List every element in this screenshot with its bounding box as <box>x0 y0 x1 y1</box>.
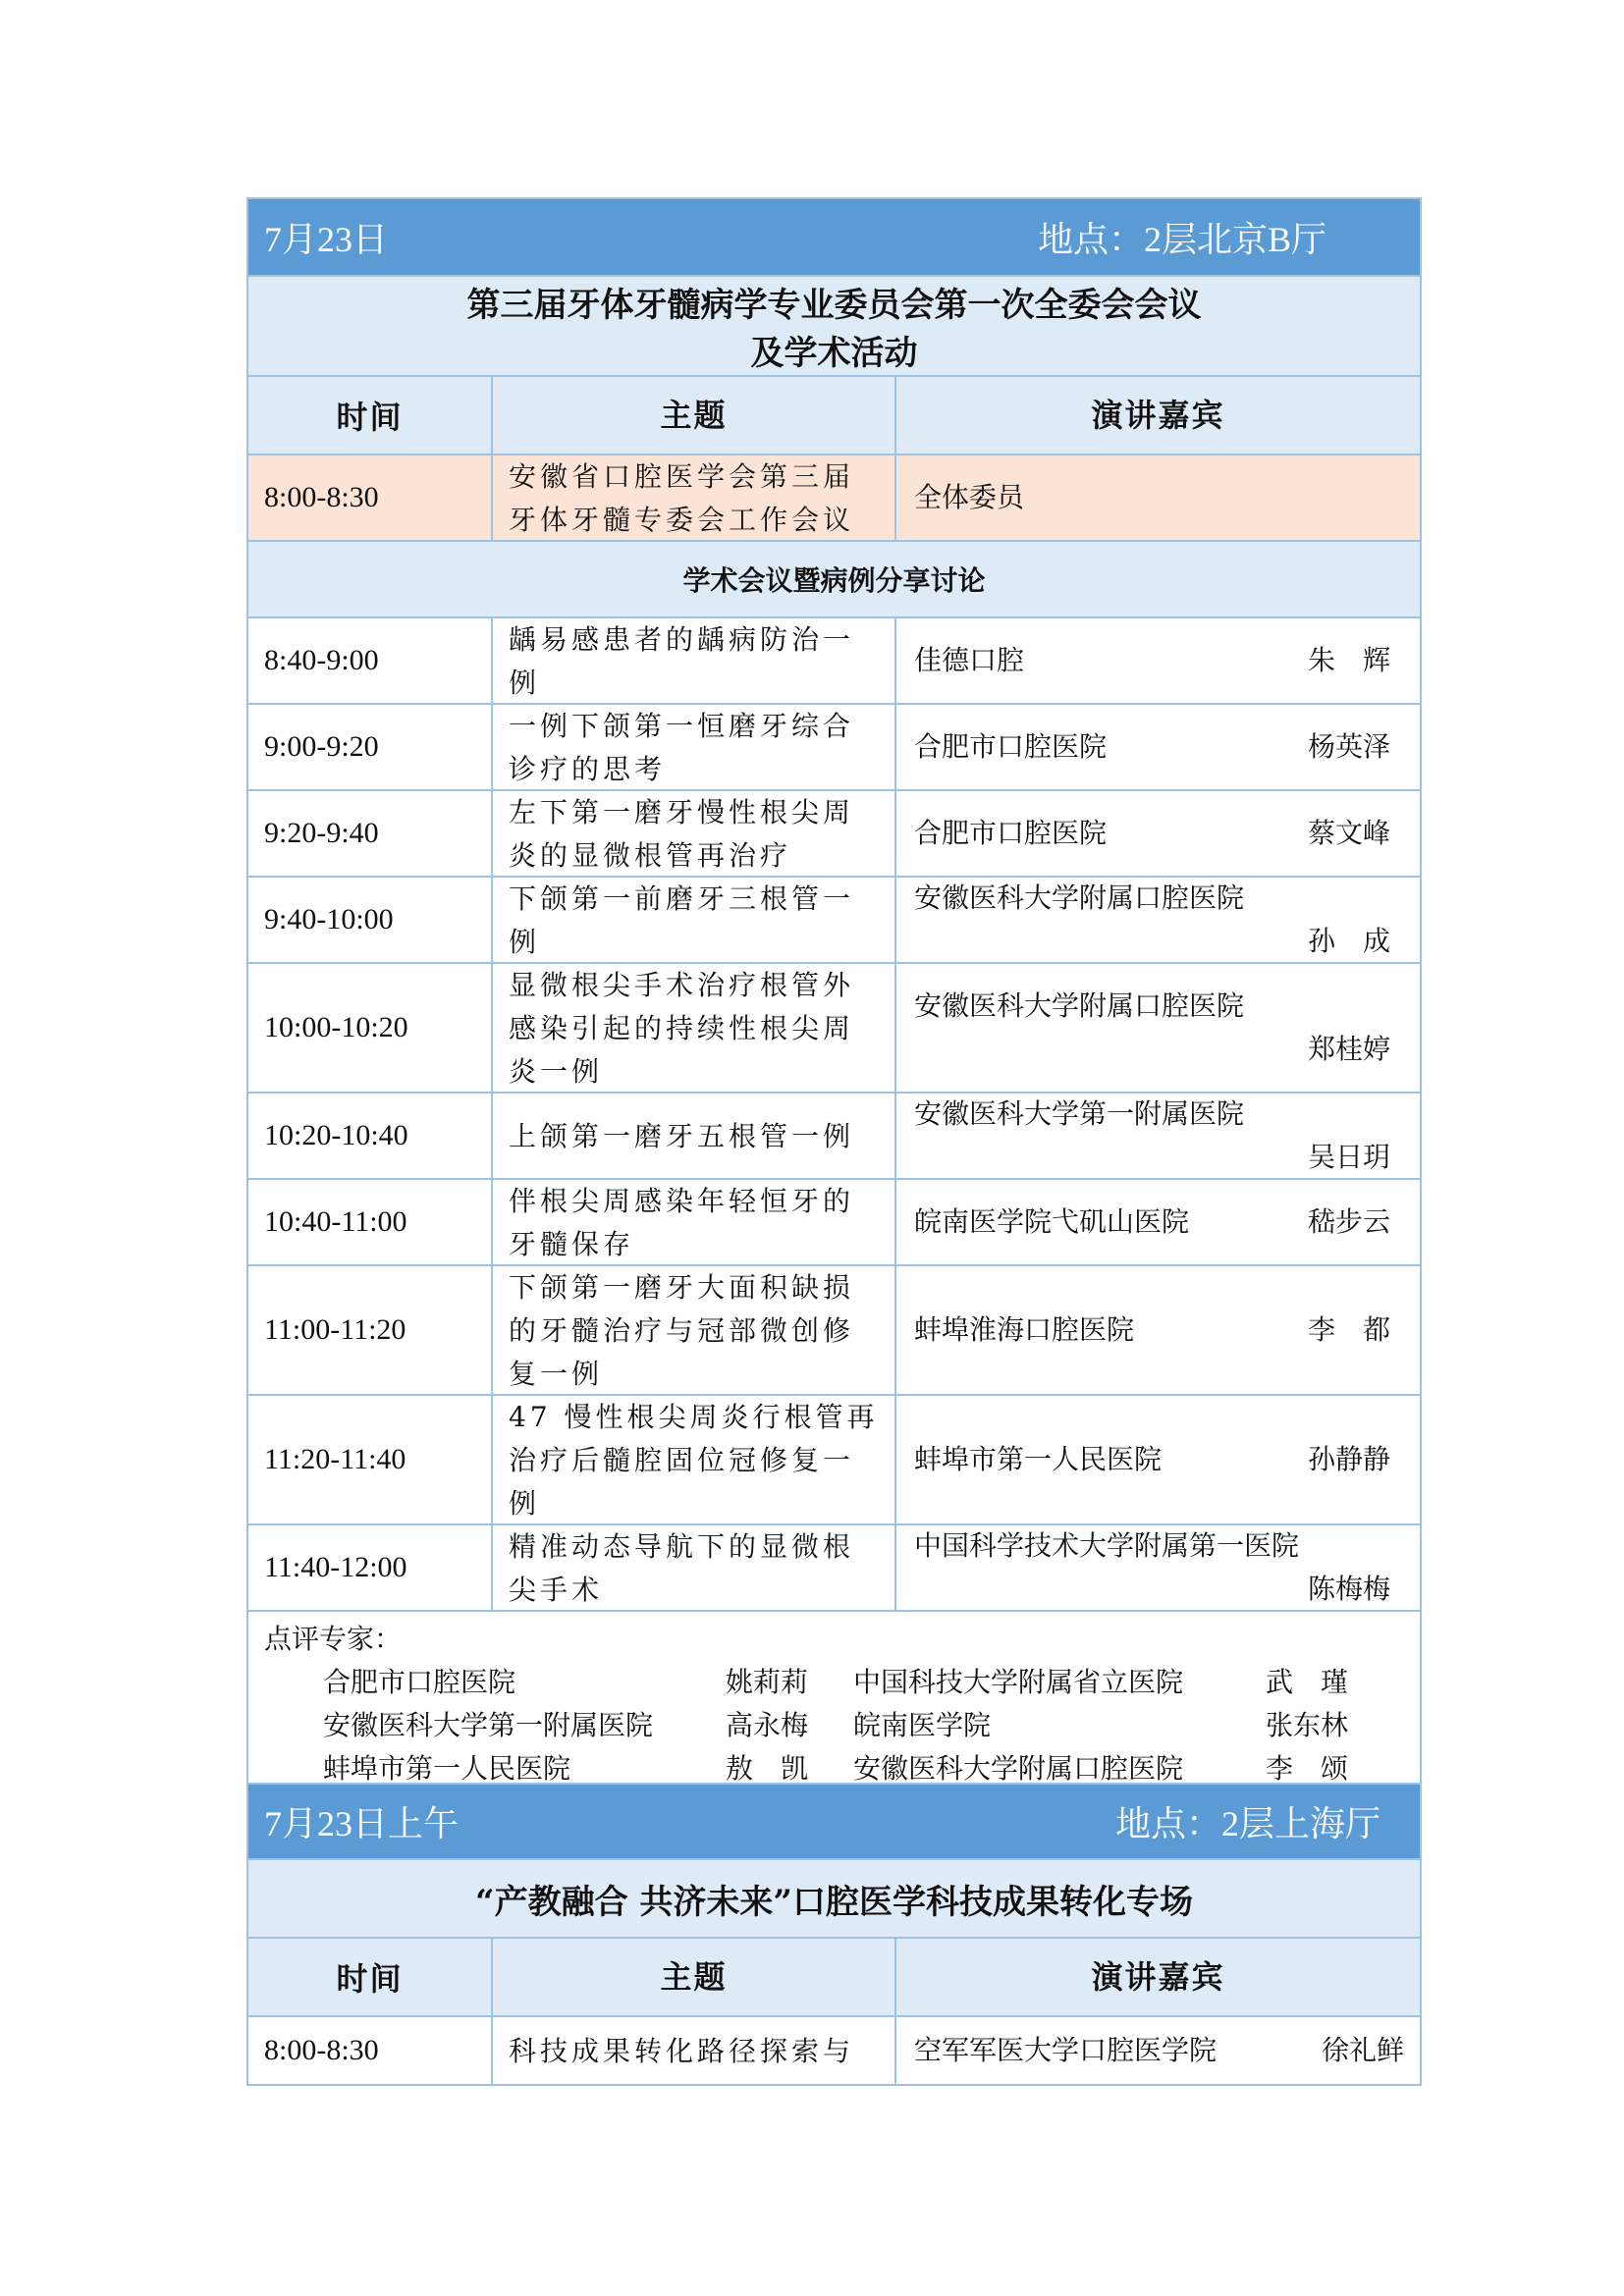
session-location: 地点：2层北京B厅 <box>1037 220 1326 259</box>
speaker-org: 中国科学技术大学附属第一医院 <box>914 1529 1300 1562</box>
table-row <box>248 1523 1420 1610</box>
speaker-name: 郑桂婷 <box>1307 1033 1390 1065</box>
session-title-line2: 及学术活动 <box>750 334 918 373</box>
row-time: 10:40-11:00 <box>248 1180 493 1264</box>
table-header <box>248 375 1420 454</box>
header-time: 时间 <box>248 377 493 454</box>
header-topic: 主题 <box>493 1939 896 2015</box>
row-time: 8:00-8:30 <box>248 455 493 540</box>
row-time: 11:00-11:20 <box>248 1266 493 1394</box>
table-row <box>248 2015 1420 2084</box>
reviewer-org: 安徽医科大学第一附属医院 <box>323 1709 654 1741</box>
speaker-org: 合肥市口腔医院 <box>914 817 1108 849</box>
row-topic: 下颌第一前磨牙三根管一例 <box>493 878 896 962</box>
session-date: 7月23日上午 <box>264 1804 460 1843</box>
row-time: 8:40-9:00 <box>248 618 493 703</box>
row-topic: 伴根尖周感染年轻恒牙的牙髓保存 <box>493 1180 896 1264</box>
session-band <box>248 1783 1420 1858</box>
reviewers-label: 点评专家： <box>264 1623 403 1655</box>
row-speaker <box>896 1180 1420 1264</box>
row-speaker <box>896 878 1420 962</box>
table-row <box>248 616 1420 703</box>
speaker-name: 孙 成 <box>1307 925 1390 957</box>
row-time: 8:00-8:30 <box>248 2017 493 2084</box>
row-topic: 精准动态导航下的显微根尖手术 <box>493 1525 896 1610</box>
row-topic: 科技成果转化路径探索与 <box>493 2017 896 2084</box>
row-speaker <box>896 2017 1420 2084</box>
row-speaker <box>896 964 1420 1092</box>
row-topic: 下颌第一磨牙大面积缺损的牙髓治疗与冠部微创修复一例 <box>493 1266 896 1394</box>
speaker-org: 蚌埠市第一人民医院 <box>914 1443 1163 1475</box>
speaker-name: 吴日玥 <box>1307 1141 1390 1173</box>
table-row <box>248 1394 1420 1523</box>
speaker-org: 安徽医科大学附属口腔医院 <box>914 989 1245 1022</box>
speaker-org: 安徽医科大学附属口腔医院 <box>914 881 1245 914</box>
row-topic: 龋易感患者的龋病防治一例 <box>493 618 896 703</box>
row-topic: 47 慢性根尖周炎行根管再治疗后髓腔固位冠修复一例 <box>493 1396 896 1523</box>
reviewer-name: 姚莉莉 <box>726 1666 809 1698</box>
row-speaker <box>896 618 1420 703</box>
reviewers-list <box>264 1661 1404 1790</box>
row-speaker <box>896 455 1420 540</box>
session-title <box>248 275 1420 375</box>
row-speaker <box>896 1525 1420 1610</box>
reviewer-org: 中国科技大学附属省立医院 <box>853 1666 1184 1698</box>
row-time: 9:40-10:00 <box>248 878 493 962</box>
table-row <box>248 789 1420 876</box>
reviewer-name: 李 颂 <box>1266 1752 1349 1785</box>
row-speaker <box>896 1266 1420 1394</box>
speaker-org: 蚌埠淮海口腔医院 <box>914 1313 1135 1346</box>
row-time: 11:40-12:00 <box>248 1525 493 1610</box>
session-location: 地点：2层上海厅 <box>1114 1804 1380 1843</box>
row-topic: 左下第一磨牙慢性根尖周炎的显微根管再治疗 <box>493 791 896 876</box>
row-time: 10:20-10:40 <box>248 1094 493 1178</box>
row-topic: 一例下颌第一恒磨牙综合诊疗的思考 <box>493 705 896 789</box>
reviewer-name: 高永梅 <box>726 1709 809 1741</box>
header-topic: 主题 <box>493 377 896 454</box>
reviewer-org: 安徽医科大学附属口腔医院 <box>853 1752 1184 1785</box>
speaker-name: 朱 辉 <box>1307 644 1390 676</box>
row-speaker <box>896 1094 1420 1178</box>
table-row <box>248 1264 1420 1394</box>
speaker-name: 孙静静 <box>1307 1443 1390 1475</box>
speaker-org: 皖南医学院弋矶山医院 <box>914 1205 1190 1238</box>
row-time: 9:20-9:40 <box>248 791 493 876</box>
table-row <box>248 962 1420 1092</box>
row-speaker <box>896 1396 1420 1523</box>
reviewer-org: 蚌埠市第一人民医院 <box>323 1752 571 1785</box>
speaker-org: 安徽医科大学第一附属医院 <box>914 1097 1245 1130</box>
table-row <box>248 703 1420 789</box>
speaker-org: 佳德口腔 <box>914 644 1025 676</box>
speaker-org: 空军军医大学口腔医学院 <box>914 2034 1218 2066</box>
header-speaker: 演讲嘉宾 <box>896 1939 1420 2015</box>
session-band <box>248 199 1420 275</box>
row-topic: 安徽省口腔医学会第三届牙体牙髓专委会工作会议 <box>493 455 896 540</box>
schedule-table <box>246 197 1422 2086</box>
row-speaker <box>896 791 1420 876</box>
table-row <box>248 876 1420 962</box>
session-title <box>248 1858 1420 1937</box>
speaker-org: 合肥市口腔医院 <box>914 730 1108 763</box>
session-title-line1: “产教融合 共济未来”口腔医学科技成果转化专场 <box>475 1882 1193 1922</box>
speaker-name: 嵇步云 <box>1307 1205 1390 1238</box>
speaker-name: 蔡文峰 <box>1307 817 1390 849</box>
table-row <box>248 1092 1420 1178</box>
row-topic: 显微根尖手术治疗根管外感染引起的持续性根尖周炎一例 <box>493 964 896 1092</box>
reviewer-org: 皖南医学院 <box>853 1709 992 1741</box>
speaker-name: 杨英泽 <box>1307 730 1390 763</box>
reviewer-name: 敖 凯 <box>726 1752 809 1785</box>
reviewers-section <box>248 1610 1420 1783</box>
table-row <box>248 1178 1420 1264</box>
row-speaker <box>896 705 1420 789</box>
table-row-opening <box>248 454 1420 540</box>
row-time: 11:20-11:40 <box>248 1396 493 1523</box>
speaker-name: 李 都 <box>1307 1313 1390 1346</box>
row-time: 10:00-10:20 <box>248 964 493 1092</box>
speaker-org: 全体委员 <box>914 481 1025 513</box>
session-title-line1: 第三届牙体牙髓病学专业委员会第一次全委会会议 <box>466 286 1202 325</box>
table-header <box>248 1937 1420 2015</box>
header-speaker: 演讲嘉宾 <box>896 377 1420 454</box>
session-date: 7月23日 <box>264 220 389 259</box>
subheading: 学术会议暨病例分享讨论 <box>248 540 1420 616</box>
speaker-name: 徐礼鲜 <box>1321 2034 1404 2066</box>
row-time: 9:00-9:20 <box>248 705 493 789</box>
row-topic: 上颌第一磨牙五根管一例 <box>493 1094 896 1178</box>
speaker-name: 陈梅梅 <box>1307 1573 1390 1605</box>
header-time: 时间 <box>248 1939 493 2015</box>
reviewer-name: 武 瑾 <box>1266 1666 1349 1698</box>
reviewer-org: 合肥市口腔医院 <box>323 1666 516 1698</box>
reviewer-name: 张东林 <box>1266 1709 1349 1741</box>
